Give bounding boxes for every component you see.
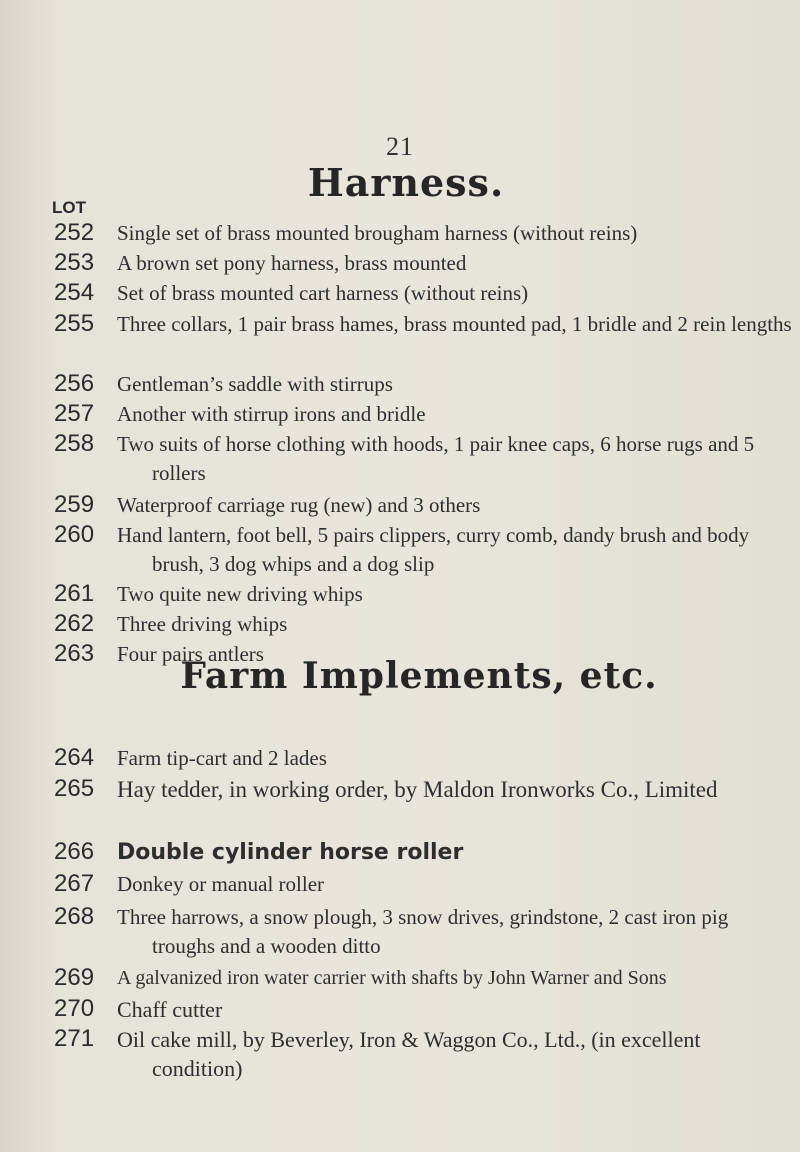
lot-number: 262 — [54, 610, 95, 637]
lot-number: 263 — [54, 640, 95, 667]
lot-number: 259 — [54, 491, 95, 518]
lot-column-label: LOT — [52, 198, 86, 217]
lot-number: 268 — [54, 903, 95, 930]
lot-description: Chaff cutter — [117, 997, 223, 1022]
lot-description: Single set of brass mounted brougham harness (without reins) — [117, 221, 638, 245]
section-heading-harness: Harness. — [307, 160, 505, 205]
lot-number: 256 — [54, 370, 95, 397]
lot-number: 266 — [54, 838, 95, 865]
lot-number: 264 — [54, 744, 95, 771]
lot-description: Hand lantern, foot bell, 5 pairs clippers, curry comb, dandy brush and body brush, 3 dog whips and a dog slip — [117, 523, 750, 576]
lot-description: Two suits of horse clothing with hoods, 1 pair knee caps, 6 horse rugs and 5 rollers — [117, 432, 755, 485]
lot-number: 261 — [54, 580, 95, 607]
lot-number: 254 — [54, 279, 95, 306]
lot-number: 255 — [54, 310, 95, 337]
lot-description: Three driving whips — [117, 612, 288, 636]
lot-description: Another with stirrup irons and bridle — [117, 402, 426, 426]
lot-description: Double cylinder horse roller — [117, 840, 464, 865]
lot-description: Donkey or manual roller — [117, 872, 325, 896]
lot-number: 270 — [54, 995, 95, 1022]
lot-number: 269 — [54, 964, 95, 991]
lot-number: 258 — [54, 430, 95, 457]
lot-description: A galvanized iron water carrier with shafts by John Warner and Sons — [117, 967, 667, 989]
section-heading-farm-implements: Farm Implements, etc. — [180, 655, 658, 697]
lot-description: Two quite new driving whips — [117, 582, 363, 606]
lot-number: 253 — [54, 249, 95, 276]
lot-description: Three collars, 1 pair brass hames, brass mounted pad, 1 bridle and 2 rein lengths — [117, 312, 792, 336]
lot-description: A brown set pony harness, brass mounted — [117, 251, 467, 275]
lot-number: 252 — [54, 219, 95, 246]
lot-number: 267 — [54, 870, 95, 897]
lot-number: 271 — [54, 1025, 95, 1052]
lot-number: 265 — [54, 775, 95, 802]
lot-description: Three harrows, a snow plough, 3 snow drives, grindstone, 2 cast iron pig troughs and a wooden ditto — [117, 905, 729, 958]
lot-description: Hay tedder, in working order, by Maldon Ironworks Co., Limited — [117, 777, 718, 802]
lot-description: Set of brass mounted cart harness (without reins) — [117, 281, 529, 305]
lot-number: 257 — [54, 400, 95, 427]
lot-description: Four pairs antlers — [117, 642, 264, 666]
page-number: 21 — [386, 132, 414, 161]
lot-number: 260 — [54, 521, 95, 548]
lot-description: Farm tip-cart and 2 lades — [117, 746, 327, 770]
lot-description: Gentleman’s saddle with stirrups — [117, 372, 393, 396]
lot-description: Oil cake mill, by Beverley, Iron & Waggon Co., Ltd., (in excellent condition) — [117, 1027, 701, 1081]
lot-description: Waterproof carriage rug (new) and 3 others — [117, 493, 481, 517]
